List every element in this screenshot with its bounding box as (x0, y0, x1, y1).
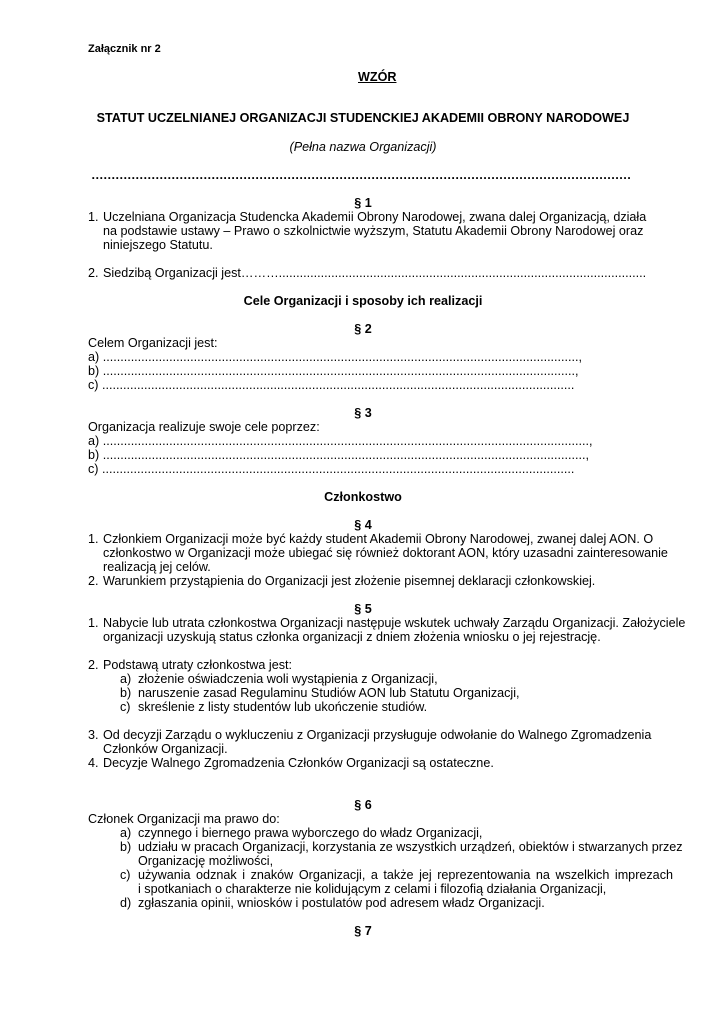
s6-subpoint-line: zgłaszania opinii, wniosków i postulatów pod adresem władz Organizacji. (138, 896, 545, 910)
s6-subpoint-letter: b) (120, 840, 132, 854)
document-title: STATUT UCZELNIANEJ ORGANIZACJI STUDENCKIEJ AKADEMII OBRONY NARODOWEJ (96, 111, 630, 125)
section-2-heading: § 2 (354, 322, 372, 336)
s1-item-2-line: Siedzibą Organizacji jest………......................................................................................................... (103, 266, 647, 280)
s4-item-1-line: Członkiem Organizacji może być każdy student Akademii Obrony Narodowej, zwanej dalej AON. O (103, 532, 654, 546)
section-3-heading: § 3 (354, 406, 372, 420)
s1-item-1-line: niniejszego Statutu. (103, 238, 213, 252)
s1-item-1-number: 1. (88, 210, 99, 224)
s3-point: a) ..........................................................................................................................................., (88, 434, 593, 448)
s5-subpoint-text: złożenie oświadczenia woli wystąpienia z Organizacji, (138, 672, 438, 686)
s2-point: a) ........................................................................................................................................, (88, 350, 583, 364)
s4-item-1-number: 1. (88, 532, 99, 546)
s1-item-1-line: Uczelniana Organizacja Studencka Akademii Obrony Narodowej, zwana dalej Organizacją, działa (103, 210, 647, 224)
s3-intro: Organizacja realizuje swoje cele poprzez: (88, 420, 320, 434)
s4-item-2-number: 2. (88, 574, 99, 588)
section-1-heading: § 1 (354, 196, 372, 210)
section-6-heading: § 6 (354, 798, 372, 812)
s1-item-1-line: na podstawie ustawy – Prawo o szkolnictwie wyższym, Statutu Akademii Obrony Narodowej oraz (103, 224, 644, 238)
s6-subpoint-letter: c) (120, 868, 131, 882)
s5-item-1-line: Nabycie lub utrata członkostwa Organizacji następuje wskutek uchwały Zarządu Organizacji. Założyciele (103, 616, 686, 630)
s6-subpoint-line: używania odznak i znaków Organizacji, a także jej reprezentowania na wszelkich imprezach (138, 868, 673, 882)
s5-subpoint-text: naruszenie zasad Regulaminu Studiów AON lub Statutu Organizacji, (138, 686, 520, 700)
s3-point: c) ....................................................................................................................................... (88, 462, 575, 476)
s1-item-2-number: 2. (88, 266, 99, 280)
wzor-heading: WZÓR (358, 70, 397, 84)
s6-subpoint-letter: d) (120, 896, 132, 910)
s5-item-2-number: 2. (88, 658, 99, 672)
s5-item-2-line: Podstawą utraty członkostwa jest: (103, 658, 292, 672)
s5-subpoint-letter: b) (120, 686, 132, 700)
s4-item-1-line: realizacją jej celów. (103, 560, 211, 574)
s4-item-1-line: członkostwo w Organizacji może ubiegać się również doktorant AON, który uzasadni zainteresowanie (103, 546, 668, 560)
s6-subpoint-line: Organizację możliwości, (138, 854, 274, 868)
s5-subpoint-text: skreślenie z listy studentów lub ukończenie studiów. (138, 700, 428, 714)
membership-section-heading: Członkostwo (324, 490, 402, 504)
s5-item-4-line: Decyzje Walnego Zgromadzenia Członków Organizacji są ostateczne. (103, 756, 494, 770)
name-fill-line: ……………………………………………………………………………………………………………………… (91, 168, 631, 182)
s5-item-4-number: 4. (88, 756, 99, 770)
goals-section-heading: Cele Organizacji i sposoby ich realizacji (243, 294, 483, 308)
name-subtitle: (Pełna nazwa Organizacji) (289, 140, 437, 154)
s4-item-2-line: Warunkiem przystąpienia do Organizacji jest złożenie pisemnej deklaracji członkowskiej. (103, 574, 596, 588)
s6-subpoint-letter: a) (120, 826, 132, 840)
s5-item-3-line: Członków Organizacji. (103, 742, 228, 756)
section-4-heading: § 4 (354, 518, 372, 532)
attachment-label: Załącznik nr 2 (88, 43, 161, 55)
s6-subpoint-line: udziału w pracach Organizacji, korzystania ze wszystkich urządzeń, obiektów i stwarzanych przez (138, 840, 683, 854)
s5-item-3-number: 3. (88, 728, 99, 742)
s5-item-1-line: organizacji uzyskują status członka organizacji z dniem złożenia wniosku o jej rejestrację. (103, 630, 601, 644)
s6-intro: Członek Organizacji ma prawo do: (88, 812, 280, 826)
s2-point: c) ....................................................................................................................................... (88, 378, 575, 392)
s5-item-1-number: 1. (88, 616, 99, 630)
s2-point: b) ......................................................................................................................................., (88, 364, 579, 378)
section-7-heading: § 7 (354, 924, 372, 938)
s3-point: b) .........................................................................................................................................., (88, 448, 590, 462)
s6-subpoint-line: czynnego i biernego prawa wyborczego do władz Organizacji, (138, 826, 483, 840)
section-5-heading: § 5 (354, 602, 372, 616)
s5-subpoint-letter: c) (120, 700, 131, 714)
s5-item-3-line: Od decyzji Zarządu o wykluczeniu z Organizacji przysługuje odwołanie do Walnego Zgromadzenia (103, 728, 652, 742)
s5-subpoint-letter: a) (120, 672, 132, 686)
s2-intro: Celem Organizacji jest: (88, 336, 218, 350)
s6-subpoint-line: i spotkaniach o charakterze nie kolidującym z celami i filozofią działania Organizacji, (138, 882, 607, 896)
